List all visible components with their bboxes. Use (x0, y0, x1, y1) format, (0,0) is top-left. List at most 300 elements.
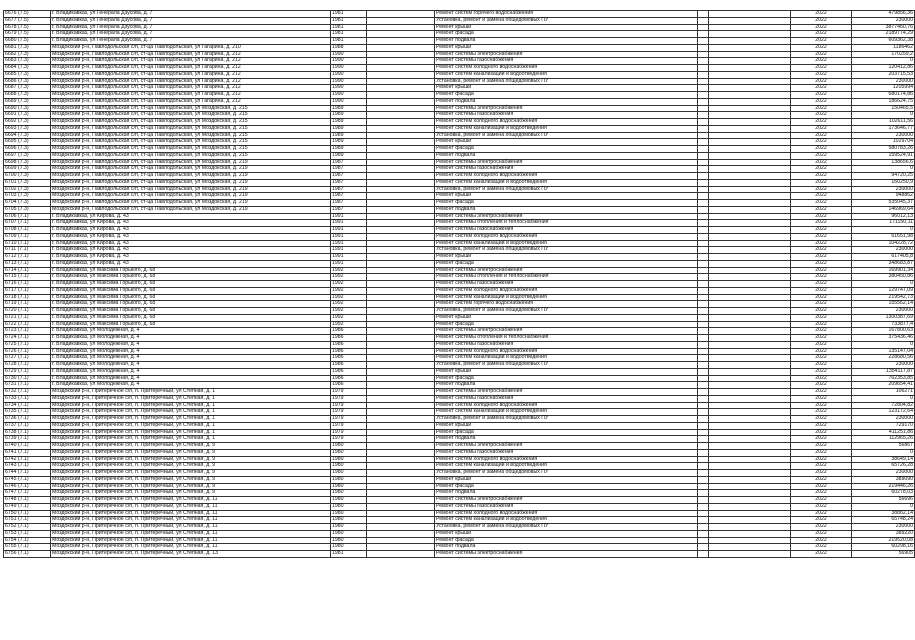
cell-address: Моздокский р-н, Павлодольская с/п, ст-ца Павлодольская, ул Гагарина, д. 212 (51, 58, 331, 65)
cell-empty (709, 105, 791, 112)
table-row (4, 287, 915, 294)
cell-address: Моздокский р-н, Павлодольская с/п, ст-ца Павлодольская, ул Моздокская, д. 215 (51, 146, 331, 153)
table-row (4, 395, 915, 402)
cell-row-number: 6690 (7.3) (4, 105, 51, 112)
cell-plan-year: 2022 (791, 287, 852, 294)
cell-row-number: 6732 (7.1) (4, 389, 51, 396)
cell-empty (698, 537, 709, 544)
cell-cost: 138656,6 (852, 159, 915, 166)
cell-empty (367, 71, 435, 78)
cell-cost: 167800,63 (852, 328, 915, 335)
cell-empty (367, 314, 435, 321)
cell-row-number: 6711 (7.1) (4, 247, 51, 254)
cell-year: 1992 (331, 274, 367, 281)
cell-plan-year: 2022 (791, 186, 852, 193)
cell-empty (698, 119, 709, 126)
cell-cost: 580783,26 (852, 146, 915, 153)
cell-work-type: Ремонт фасада (435, 31, 698, 38)
cell-work-type: Установка, ремонт и замена общедомовых ПУ (435, 78, 698, 85)
cell-empty (367, 11, 435, 18)
table-row (4, 260, 915, 267)
cell-empty (367, 341, 435, 348)
cell-address: Моздокский р-н, Притеречное с/п, п. Притеречный, ул Степная, д. 11 (51, 544, 331, 551)
cell-address: г. Владикавказ, ул Максима Горького, д. 68 (51, 287, 331, 294)
cell-empty (698, 402, 709, 409)
cell-address: г. Владикавказ, ул Максима Горького, д. 68 (51, 301, 331, 308)
cell-year: 1991 (331, 260, 367, 267)
cell-empty (698, 490, 709, 497)
cell-cost: 230000 (852, 416, 915, 423)
cell-row-number: 6744 (7.1) (4, 470, 51, 477)
cell-year: 1980 (331, 524, 367, 531)
cell-empty (367, 166, 435, 173)
cell-empty (367, 51, 435, 58)
cell-plan-year: 2022 (791, 341, 852, 348)
cell-row-number: 6756 (7.1) (4, 551, 51, 558)
cell-cost: 219520,08 (852, 537, 915, 544)
cell-address: г. Владикавказ, ул Генерала Дзусова, д. 7 (51, 31, 331, 38)
cell-plan-year: 2022 (791, 44, 852, 51)
cell-work-type: Ремонт подвала (435, 38, 698, 45)
cell-plan-year: 2022 (791, 524, 852, 531)
cell-empty (367, 470, 435, 477)
cell-cost: 169901,34 (852, 267, 915, 274)
cell-address: Моздокский р-н, Притеречное с/п, п. Притеречный, ул Степная, д. 1 (51, 429, 331, 436)
cell-empty (367, 395, 435, 402)
table-row (4, 125, 915, 132)
cell-empty (709, 132, 791, 139)
cell-empty (698, 152, 709, 159)
cell-empty (709, 375, 791, 382)
cell-empty (698, 31, 709, 38)
cell-cost: 56696 (852, 497, 915, 504)
cell-work-type: Ремонт системы газоснабжения (435, 166, 698, 173)
cell-year: 1980 (331, 463, 367, 470)
cell-work-type: Ремонт крыши (435, 44, 698, 51)
cell-cost: 0 (852, 503, 915, 510)
cell-year: 1991 (331, 233, 367, 240)
cell-empty (709, 31, 791, 38)
cell-row-number: 6691 (7.3) (4, 112, 51, 119)
cell-year: 1980 (331, 483, 367, 490)
cell-row-number: 6749 (7.1) (4, 503, 51, 510)
cell-row-number: 6750 (7.1) (4, 510, 51, 517)
cell-year: 1989 (331, 105, 367, 112)
cell-year: 1981 (331, 11, 367, 18)
table-row (4, 233, 915, 240)
cell-year: 1991 (331, 227, 367, 234)
cell-empty (367, 247, 435, 254)
cell-empty (367, 24, 435, 31)
cell-empty (367, 355, 435, 362)
cell-cost: 102611,56 (852, 119, 915, 126)
cell-empty (709, 443, 791, 450)
cell-empty (367, 389, 435, 396)
cell-work-type: Ремонт крыши (435, 314, 698, 321)
cell-work-type: Ремонт системы отопления и теплоснабжения (435, 274, 698, 281)
cell-plan-year: 2022 (791, 389, 852, 396)
cell-row-number: 6695 (7.3) (4, 139, 51, 146)
cell-plan-year: 2022 (791, 220, 852, 227)
cell-cost: 228680,56 (852, 355, 915, 362)
cell-year: 1992 (331, 294, 367, 301)
cell-row-number: 6735 (7.1) (4, 409, 51, 416)
cell-empty (709, 436, 791, 443)
cell-cost: 3877460,76 (852, 24, 915, 31)
cell-row-number: 6709 (7.1) (4, 233, 51, 240)
cell-empty (367, 193, 435, 200)
cell-work-type: Ремонт фасада (435, 429, 698, 436)
cell-empty (709, 382, 791, 389)
cell-address: Моздокский р-н, Притеречное с/п, п. Притеречный, ул Степная, д. 1 (51, 422, 331, 429)
cell-cost: 65748,24 (852, 517, 915, 524)
cell-empty (698, 510, 709, 517)
cell-work-type: Ремонт систем канализации и водоотведения (435, 294, 698, 301)
cell-work-type: Ремонт систем холодного водоснабжения (435, 510, 698, 517)
cell-cost: 160250,9 (852, 179, 915, 186)
cell-cost: 729170 (852, 422, 915, 429)
cell-cost: 230000 (852, 524, 915, 531)
cell-work-type: Ремонт системы газоснабжения (435, 449, 698, 456)
cell-empty (367, 200, 435, 207)
table-row (4, 503, 915, 510)
cell-work-type: Ремонт системы газоснабжения (435, 112, 698, 119)
cell-empty (709, 213, 791, 220)
cell-address: Моздокский р-н, Павлодольская с/п, ст-ца Павлодольская, ул Моздокская, д. 215 (51, 112, 331, 119)
cell-address: Моздокский р-н, Павлодольская с/п, ст-ца Павлодольская, ул Моздокская, д. 215 (51, 139, 331, 146)
cell-empty (709, 152, 791, 159)
cell-plan-year: 2022 (791, 510, 852, 517)
cell-plan-year: 2022 (791, 247, 852, 254)
cell-plan-year: 2022 (791, 240, 852, 247)
cell-empty (698, 24, 709, 31)
cell-cost: 173646,77 (852, 125, 915, 132)
cell-plan-year: 2022 (791, 328, 852, 335)
cell-work-type: Ремонт фасада (435, 537, 698, 544)
cell-empty (367, 119, 435, 126)
cell-plan-year: 2022 (791, 321, 852, 328)
cell-address: Моздокский р-н, Притеречное с/п, п. Притеречный, ул Степная, д. 11 (51, 524, 331, 531)
cell-empty (698, 348, 709, 355)
cell-empty (698, 159, 709, 166)
cell-cost: 38649,14 (852, 456, 915, 463)
cell-empty (698, 368, 709, 375)
cell-plan-year: 2022 (791, 490, 852, 497)
cell-cost: 56905 (852, 551, 915, 558)
cell-empty (698, 517, 709, 524)
cell-year: 1992 (331, 308, 367, 315)
cell-empty (698, 422, 709, 429)
cell-plan-year: 2022 (791, 449, 852, 456)
cell-cost: 94720,25 (852, 173, 915, 180)
cell-row-number: 6743 (7.1) (4, 463, 51, 470)
cell-work-type: Ремонт системы электроснабжения (435, 443, 698, 450)
cell-empty (698, 483, 709, 490)
cell-work-type: Ремонт систем канализации и водоотведения (435, 240, 698, 247)
cell-address: Моздокский р-н, Притеречное с/п, п. Притеречный, ул Степная, д. 11 (51, 497, 331, 504)
cell-empty (698, 355, 709, 362)
cell-cost: 106271 (852, 389, 915, 396)
cell-empty (709, 463, 791, 470)
cell-plan-year: 2022 (791, 105, 852, 112)
cell-empty (698, 274, 709, 281)
cell-year: 1979 (331, 389, 367, 396)
cell-empty (698, 44, 709, 51)
cell-work-type: Ремонт системы электроснабжения (435, 551, 698, 558)
cell-cost: 0 (852, 341, 915, 348)
cell-address: Моздокский р-н, Притеречное с/п, п. Притеречный, ул Степная, д. 1 (51, 409, 331, 416)
cell-empty (367, 206, 435, 213)
cell-empty (698, 254, 709, 261)
cell-plan-year: 2022 (791, 132, 852, 139)
cell-address: г. Владикавказ, ул Максима Горького, д. 68 (51, 281, 331, 288)
cell-empty (709, 17, 791, 24)
cell-plan-year: 2022 (791, 139, 852, 146)
cell-row-number: 6740 (7.1) (4, 443, 51, 450)
cell-empty (709, 267, 791, 274)
cell-work-type: Ремонт систем канализации и водоотведения (435, 71, 698, 78)
cell-empty (709, 551, 791, 558)
table-row (4, 341, 915, 348)
cell-row-number: 6686 (7.3) (4, 78, 51, 85)
cell-work-type: Ремонт крыши (435, 85, 698, 92)
cell-empty (698, 213, 709, 220)
cell-work-type: Ремонт системы электроснабжения (435, 267, 698, 274)
cell-empty (698, 463, 709, 470)
cell-empty (698, 267, 709, 274)
cell-cost: 230000 (852, 308, 915, 315)
cell-empty (709, 260, 791, 267)
cell-work-type: Ремонт системы газоснабжения (435, 58, 698, 65)
cell-empty (698, 281, 709, 288)
cell-row-number: 6719 (7.1) (4, 301, 51, 308)
cell-address: г. Владикавказ, ул Молодежная, д. 4 (51, 335, 331, 342)
cell-year: 1986 (331, 362, 367, 369)
cell-year: 1990 (331, 65, 367, 72)
cell-work-type: Ремонт системы электроснабжения (435, 105, 698, 112)
cell-empty (367, 483, 435, 490)
cell-empty (709, 233, 791, 240)
cell-row-number: 6715 (7.1) (4, 274, 51, 281)
cell-work-type: Ремонт крыши (435, 139, 698, 146)
cell-year: 1986 (331, 335, 367, 342)
cell-empty (709, 395, 791, 402)
cell-empty (698, 551, 709, 558)
cell-year: 1979 (331, 422, 367, 429)
cell-empty (698, 287, 709, 294)
cell-address: Моздокский р-н, Притеречное с/п, п. Притеречный, ул Степная, д. 1 (51, 436, 331, 443)
cell-empty (367, 85, 435, 92)
cell-empty (367, 260, 435, 267)
cell-cost: 762353,85 (852, 375, 915, 382)
cell-cost: 230000 (852, 132, 915, 139)
cell-empty (698, 503, 709, 510)
cell-cost: 123172,64 (852, 409, 915, 416)
cell-empty (709, 254, 791, 261)
table-row (4, 449, 915, 456)
cell-work-type: Ремонт системы газоснабжения (435, 227, 698, 234)
cell-year: 1979 (331, 416, 367, 423)
cell-address: Моздокский р-н, Павлодольская с/п, ст-ца Павлодольская, ул Моздокская, д. 215 (51, 152, 331, 159)
cell-empty (367, 551, 435, 558)
cell-row-number: 6722 (7.1) (4, 321, 51, 328)
cell-cost: 1354117,87 (852, 368, 915, 375)
cell-empty (698, 11, 709, 18)
cell-work-type: Ремонт системы электроснабжения (435, 497, 698, 504)
cell-plan-year: 2022 (791, 382, 852, 389)
cell-year: 1989 (331, 132, 367, 139)
cell-row-number: 6752 (7.1) (4, 524, 51, 531)
cell-work-type: Установка, ремонт и замена общедомовых ПУ (435, 308, 698, 315)
cell-work-type: Ремонт крыши (435, 530, 698, 537)
cell-cost: 135147,04 (852, 348, 915, 355)
cell-plan-year: 2022 (791, 85, 852, 92)
cell-cost: 230000 (852, 186, 915, 193)
cell-year: 1988 (331, 44, 367, 51)
cell-plan-year: 2022 (791, 65, 852, 72)
cell-empty (709, 429, 791, 436)
cell-row-number: 6689 (7.3) (4, 98, 51, 105)
cell-address: г. Владикавказ, ул Молодежная, д. 4 (51, 348, 331, 355)
repair-program-table (3, 10, 915, 558)
cell-empty (367, 220, 435, 227)
cell-empty (709, 139, 791, 146)
cell-empty (709, 119, 791, 126)
cell-row-number: 6754 (7.1) (4, 537, 51, 544)
cell-address: г. Владикавказ, ул Кирова, д. 43 (51, 233, 331, 240)
cell-plan-year: 2022 (791, 530, 852, 537)
cell-empty (367, 125, 435, 132)
cell-empty (709, 274, 791, 281)
cell-empty (367, 517, 435, 524)
cell-empty (709, 193, 791, 200)
cell-year: 1991 (331, 254, 367, 261)
cell-plan-year: 2022 (791, 463, 852, 470)
cell-empty (709, 240, 791, 247)
cell-empty (709, 470, 791, 477)
cell-row-number: 6684 (7.3) (4, 65, 51, 72)
cell-work-type: Ремонт системы электроснабжения (435, 328, 698, 335)
cell-empty (709, 449, 791, 456)
cell-year: 1980 (331, 510, 367, 517)
cell-empty (367, 98, 435, 105)
cell-address: г. Владикавказ, ул Кирова, д. 43 (51, 247, 331, 254)
cell-empty (709, 247, 791, 254)
cell-empty (698, 456, 709, 463)
cell-empty (367, 503, 435, 510)
cell-empty (709, 38, 791, 45)
cell-empty (709, 348, 791, 355)
cell-row-number: 6683 (7.3) (4, 58, 51, 65)
cell-address: Моздокский р-н, Павлодольская с/п, ст-ца Павлодольская, ул Моздокская, д. 219 (51, 186, 331, 193)
cell-empty (367, 274, 435, 281)
cell-empty (367, 281, 435, 288)
cell-cost: 389220 (852, 530, 915, 537)
cell-empty (367, 139, 435, 146)
cell-address: Моздокский р-н, Павлодольская с/п, ст-ца Павлодольская, ул Моздокская, д. 219 (51, 159, 331, 166)
cell-cost: 479856,36 (852, 11, 915, 18)
cell-work-type: Ремонт системы отопления и теплоснабжения (435, 220, 698, 227)
cell-empty (698, 476, 709, 483)
cell-plan-year: 2022 (791, 166, 852, 173)
cell-work-type: Ремонт систем горячего водоснабжения (435, 11, 698, 18)
cell-plan-year: 2022 (791, 517, 852, 524)
cell-plan-year: 2022 (791, 78, 852, 85)
cell-work-type: Ремонт систем холодного водоснабжения (435, 233, 698, 240)
cell-work-type: Ремонт систем канализации и водоотведения (435, 463, 698, 470)
cell-cost: 617405,8 (852, 254, 915, 261)
cell-row-number: 6688 (7.3) (4, 92, 51, 99)
cell-year: 1987 (331, 159, 367, 166)
cell-cost: 186624,75 (852, 98, 915, 105)
cell-row-number: 6714 (7.1) (4, 267, 51, 274)
cell-cost: 104228,72 (852, 240, 915, 247)
cell-plan-year: 2022 (791, 159, 852, 166)
cell-address: Моздокский р-н, Павлодольская с/п, ст-ца Павлодольская, ул Моздокская, д. 219 (51, 173, 331, 180)
cell-empty (367, 78, 435, 85)
cell-row-number: 6736 (7.1) (4, 416, 51, 423)
table-row (4, 98, 915, 105)
cell-plan-year: 2022 (791, 173, 852, 180)
cell-empty (698, 227, 709, 234)
cell-row-number: 6731 (7.1) (4, 382, 51, 389)
cell-empty (367, 321, 435, 328)
cell-plan-year: 2022 (791, 11, 852, 18)
cell-cost: 60278,03 (852, 490, 915, 497)
cell-plan-year: 2022 (791, 24, 852, 31)
cell-empty (709, 422, 791, 429)
cell-row-number: 6710 (7.1) (4, 240, 51, 247)
cell-address: Моздокский р-н, Павлодольская с/п, ст-ца Павлодольская, ул Моздокская, д. 215 (51, 119, 331, 126)
cell-address: г. Владикавказ, ул Кирова, д. 43 (51, 260, 331, 267)
cell-empty (698, 321, 709, 328)
cell-year: 1987 (331, 206, 367, 213)
cell-address: Моздокский р-н, Притеречное с/п, п. Притеречный, ул Степная, д. 11 (51, 510, 331, 517)
table-row (4, 368, 915, 375)
cell-empty (367, 294, 435, 301)
cell-cost: 120412,86 (852, 65, 915, 72)
cell-empty (709, 173, 791, 180)
cell-row-number: 6747 (7.1) (4, 490, 51, 497)
cell-address: Моздокский р-н, Притеречное с/п, п. Притеречный, ул Степная, д. 9 (51, 483, 331, 490)
cell-address: Моздокский р-н, Павлодольская с/п, ст-ца Павлодольская, ул Гагарина, д. 212 (51, 78, 331, 85)
cell-empty (698, 470, 709, 477)
cell-year: 1980 (331, 456, 367, 463)
cell-work-type: Ремонт систем канализации и водоотведения (435, 355, 698, 362)
cell-row-number: 6707 (7.1) (4, 220, 51, 227)
cell-work-type: Ремонт подвала (435, 152, 698, 159)
cell-row-number: 6716 (7.1) (4, 281, 51, 288)
cell-empty (698, 200, 709, 207)
table-row (4, 44, 915, 51)
cell-empty (698, 416, 709, 423)
cell-row-number: 6720 (7.1) (4, 308, 51, 315)
cell-row-number: 6698 (7.3) (4, 159, 51, 166)
cell-plan-year: 2022 (791, 436, 852, 443)
cell-plan-year: 2022 (791, 456, 852, 463)
cell-empty (698, 301, 709, 308)
cell-work-type: Установка, ремонт и замена общедомовых ПУ (435, 247, 698, 254)
cell-cost: 0 (852, 227, 915, 234)
cell-year: 1980 (331, 517, 367, 524)
cell-year: 1980 (331, 544, 367, 551)
cell-empty (709, 220, 791, 227)
cell-empty (709, 166, 791, 173)
cell-work-type: Ремонт фасада (435, 92, 698, 99)
cell-plan-year: 2022 (791, 17, 852, 24)
cell-empty (367, 463, 435, 470)
cell-work-type: Ремонт системы газоснабжения (435, 341, 698, 348)
